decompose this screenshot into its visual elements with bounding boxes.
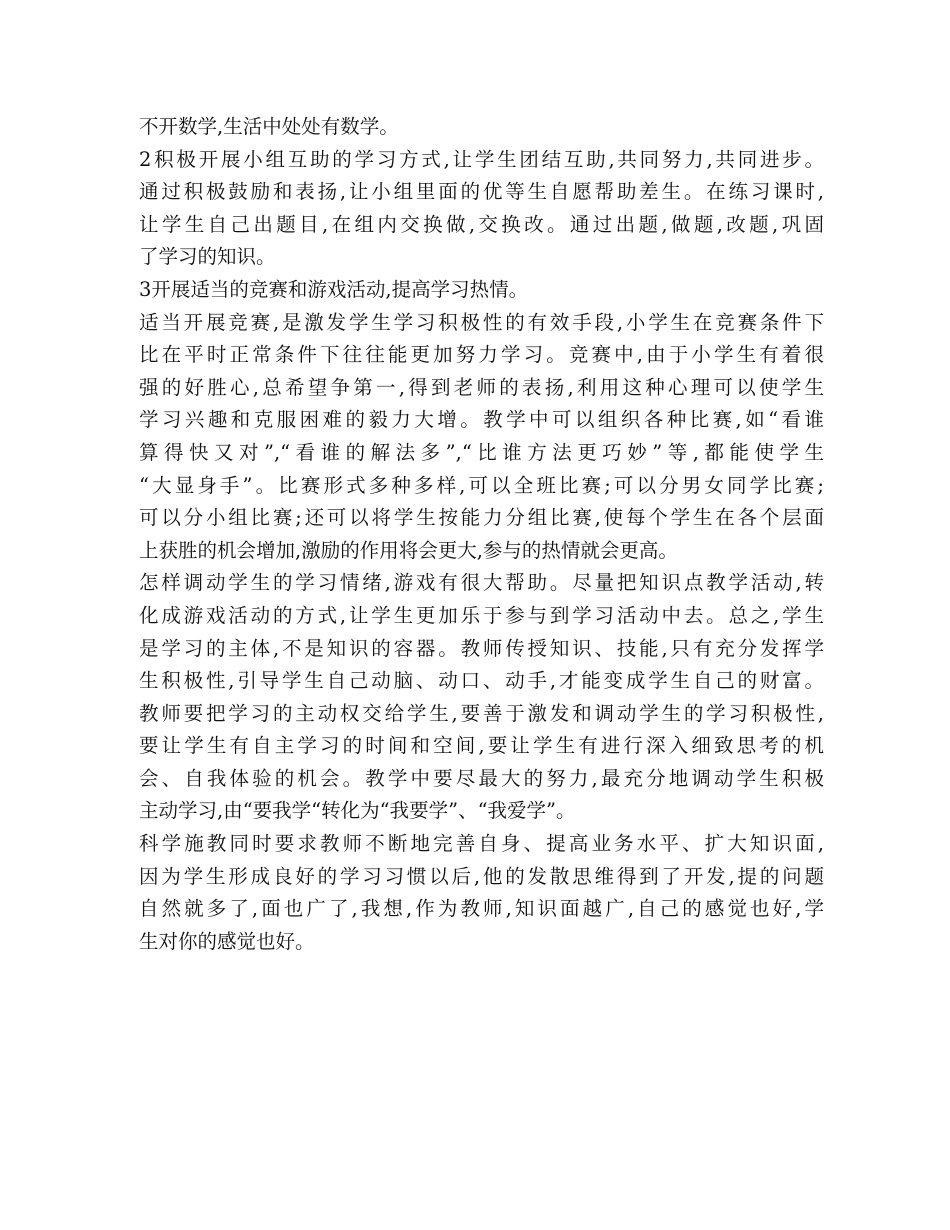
text-line: 主动学习,由“要我学“转化为“我要学”、“我爱学”。 xyxy=(139,799,576,823)
text-line: 生对你的感觉也好。 xyxy=(139,929,315,953)
text-line: 因为学生形成良好的学习习惯以后,他的发散思维得到了开发,提的问题 xyxy=(139,864,824,888)
text-line: 让学生自己出题目,在组内交换做,交换改。通过出题,做题,改题,巩固 xyxy=(139,212,824,236)
text-line: 通过积极鼓励和表扬,让小组里面的优等生自愿帮助差生。在练习课时, xyxy=(139,180,824,204)
text-line: 强的好胜心,总希望争第一,得到老师的表扬,利用这种心理可以使学生 xyxy=(139,375,824,399)
text-line: 2积极开展小组互助的学习方式,让学生团结互助,共同努力,共同进步。 xyxy=(139,147,824,171)
text-line: 化成游戏活动的方式,让学生更加乐于参与到学习活动中去。总之,学生 xyxy=(139,603,824,627)
text-line: 不开数学,生活中处处有数学。 xyxy=(139,115,399,138)
text-line: 生积极性,引导学生自己动脑、动口、动手,才能变成学生自己的财富。 xyxy=(139,669,824,693)
text-line: 自然就多了,面也广了,我想,作为教师,知识面越广,自己的感觉也好,学 xyxy=(139,897,824,921)
text-line: 3开展适当的竞赛和游戏活动,提高学习热情。 xyxy=(139,277,529,301)
text-line: 了学习的知识。 xyxy=(139,245,276,269)
text-line: 是学习的主体,不是知识的容器。教师传授知识、技能,只有充分发挥学 xyxy=(139,636,824,660)
text-line: 学习兴趣和克服困难的毅力大增。教学中可以组织各种比赛,如“看谁 xyxy=(139,408,824,432)
text-line: 科学施教同时要求教师不断地完善自身、提高业务水平、扩大知识面, xyxy=(139,832,824,856)
text-line: 可以分小组比赛;还可以将学生按能力分组比赛,使每个学生在各个层面 xyxy=(139,506,824,530)
text-line: “大显身手”。比赛形式多种多样,可以全班比赛;可以分男女同学比赛; xyxy=(139,473,824,497)
text-line: 算得快又对”,“看谁的解法多”,“比谁方法更巧妙”等,都能使学生 xyxy=(139,440,824,464)
text-line: 上获胜的机会增加,激励的作用将会更大,参与的热情就会更高。 xyxy=(139,538,678,562)
text-line: 要让学生有自主学习的时间和空间,要让学生有进行深入细致思考的机 xyxy=(139,734,824,758)
text-line: 会、自我体验的机会。教学中要尽最大的努力,最充分地调动学生积极 xyxy=(139,766,824,790)
document-body xyxy=(139,111,824,958)
text-line: 教师要把学习的主动权交给学生,要善于激发和调动学生的学习积极性, xyxy=(139,701,824,725)
text-line: 适当开展竞赛,是激发学生学习积极性的有效手段,小学生在竞赛条件下 xyxy=(139,310,824,334)
text-line: 怎样调动学生的学习情绪,游戏有很大帮助。尽量把知识点教学活动,转 xyxy=(139,571,824,595)
text-line: 比在平时正常条件下往往能更加努力学习。竞赛中,由于小学生有着很 xyxy=(139,343,824,367)
